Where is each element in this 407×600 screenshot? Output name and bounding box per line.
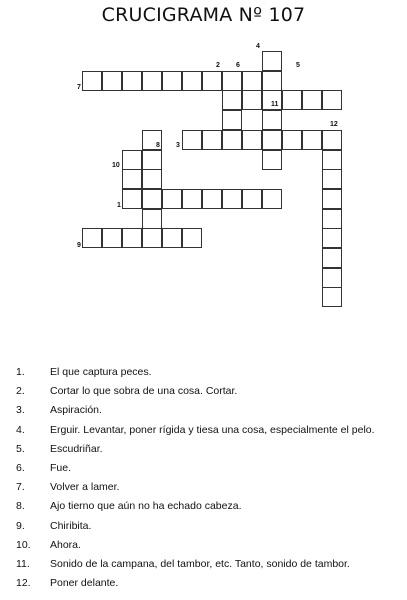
grid-cell[interactable]: [182, 130, 202, 150]
grid-cell[interactable]: [222, 130, 242, 150]
grid-cell[interactable]: [242, 90, 262, 110]
grid-cell[interactable]: [242, 189, 262, 209]
grid-cell[interactable]: [82, 228, 102, 248]
grid-cell[interactable]: [322, 169, 342, 189]
clue-item: [16, 558, 401, 577]
grid-cell[interactable]: [282, 90, 302, 110]
grid-cell[interactable]: [142, 169, 162, 189]
clue-number: 2.: [16, 385, 25, 398]
clue-number-9: 9: [77, 242, 81, 249]
grid-cell[interactable]: [262, 71, 282, 91]
clue-number-10: 10: [112, 162, 120, 169]
clue-number: 11.: [16, 557, 30, 570]
clue-text: Fue.: [50, 461, 72, 474]
clue-text: Sonido de la campana, del tambor, etc. Tanto, sonido de tambor.: [50, 557, 350, 570]
page-title: CRUCIGRAMA Nº 107: [101, 4, 306, 26]
clue-item: [16, 385, 401, 404]
clue-item: [16, 443, 401, 462]
grid-cell[interactable]: [122, 228, 142, 248]
grid-cell[interactable]: [122, 189, 142, 209]
grid-cell[interactable]: [262, 110, 282, 130]
clue-number-7: 7: [77, 84, 81, 91]
clue-number-8: 8: [156, 142, 160, 149]
grid-cell[interactable]: [142, 228, 162, 248]
grid-cell[interactable]: [202, 130, 222, 150]
grid-cell[interactable]: [82, 71, 102, 91]
grid-cell[interactable]: [282, 130, 302, 150]
clue-number-12: 12: [330, 121, 338, 128]
clue-item: [16, 462, 401, 481]
grid-cell[interactable]: [262, 150, 282, 170]
grid-cell[interactable]: [162, 71, 182, 91]
clue-text: Escudriñar.: [50, 442, 103, 455]
clue-number-6: 6: [236, 62, 240, 69]
grid-cell[interactable]: [182, 189, 202, 209]
clue-text: Aspiración.: [50, 404, 102, 417]
grid-cell[interactable]: [322, 287, 342, 307]
grid-cell[interactable]: [202, 189, 222, 209]
clue-text: Poner delante.: [50, 577, 119, 590]
grid-cell[interactable]: [262, 51, 282, 71]
grid-cell[interactable]: [322, 90, 342, 110]
clue-number: 4.: [16, 423, 25, 436]
clue-number-2: 2: [216, 62, 220, 69]
grid-cell[interactable]: [302, 130, 322, 150]
clue-number-4: 4: [256, 43, 260, 50]
clue-number-3: 3: [176, 142, 180, 149]
grid-cell[interactable]: [222, 189, 242, 209]
grid-cell[interactable]: [142, 209, 162, 229]
clue-text: El que captura peces.: [50, 366, 152, 378]
grid-cell[interactable]: [322, 209, 342, 229]
grid-cell[interactable]: [122, 150, 142, 170]
clue-text: Volver a lamer.: [50, 481, 120, 494]
clue-item: [16, 500, 401, 519]
clue-text: Cortar lo que sobra de una cosa. Cortar.: [50, 385, 238, 398]
clue-text: Erguir. Levantar, poner rígida y tiesa una cosa, especialmente el pelo.: [50, 423, 375, 436]
grid-cell[interactable]: [122, 169, 142, 189]
clue-text: Ahora.: [50, 538, 81, 551]
grid-cell[interactable]: [322, 248, 342, 268]
grid-cell[interactable]: [182, 228, 202, 248]
clue-item: [16, 424, 401, 443]
grid-cell[interactable]: [142, 71, 162, 91]
clue-number: 3.: [16, 404, 25, 417]
grid-cell[interactable]: [222, 90, 242, 110]
clue-number: 6.: [16, 461, 25, 474]
grid-cell[interactable]: [242, 71, 262, 91]
clue-item: [16, 539, 401, 558]
grid-cell[interactable]: [242, 130, 262, 150]
clue-number-1: 1: [117, 202, 121, 209]
clue-text: Chiribita.: [50, 519, 92, 532]
grid-cell[interactable]: [322, 150, 342, 170]
grid-cell[interactable]: [162, 228, 182, 248]
clue-number: 12.: [16, 577, 31, 590]
clue-item: [16, 520, 401, 539]
grid-cell[interactable]: [262, 130, 282, 150]
clue-number-5: 5: [296, 62, 300, 69]
grid-cell[interactable]: [222, 110, 242, 130]
grid-cell[interactable]: [122, 71, 142, 91]
clue-item: [16, 577, 401, 596]
grid-cell[interactable]: [222, 71, 242, 91]
clue-number-11: 11: [271, 101, 279, 108]
grid-cell[interactable]: [202, 71, 222, 91]
clue-text: Ajo tierno que aún no ha echado cabeza.: [50, 500, 242, 513]
clue-item: [16, 404, 401, 423]
grid-cell[interactable]: [302, 90, 322, 110]
clue-number: 7.: [16, 481, 25, 494]
grid-cell[interactable]: [102, 71, 122, 91]
clue-number: 8.: [16, 500, 25, 513]
grid-cell[interactable]: [182, 71, 202, 91]
grid-cell[interactable]: [142, 150, 162, 170]
grid-cell[interactable]: [322, 130, 342, 150]
grid-cell[interactable]: [322, 228, 342, 248]
clue-number: 10.: [16, 538, 31, 551]
clue-list: [16, 366, 401, 596]
clue-number: 1.: [16, 366, 25, 378]
clue-number: 9.: [16, 519, 25, 532]
clue-number: 5.: [16, 442, 25, 455]
grid-cell[interactable]: [102, 228, 122, 248]
clue-item: [16, 366, 401, 385]
grid-cell[interactable]: [322, 268, 342, 288]
grid-cell[interactable]: [162, 189, 182, 209]
grid-cell[interactable]: [262, 189, 282, 209]
clue-item: [16, 481, 401, 500]
grid-cell[interactable]: [322, 189, 342, 209]
grid-cell[interactable]: [142, 189, 162, 209]
